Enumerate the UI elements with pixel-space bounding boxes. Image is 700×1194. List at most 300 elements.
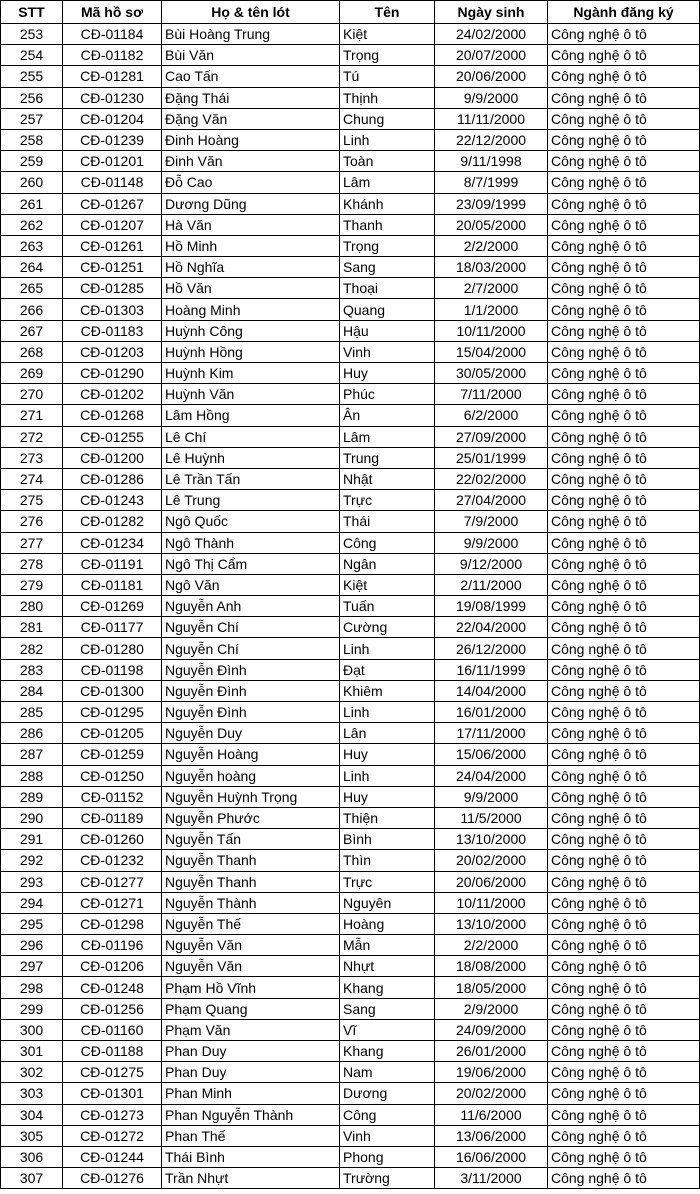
cell-ngay-sinh: 13/06/2000	[435, 1125, 548, 1146]
cell-ngay-sinh: 25/01/1999	[435, 447, 548, 468]
cell-ma-ho-so: CĐ-01160	[63, 1019, 162, 1040]
cell-ho-ten-lot: Huỳnh Hồng	[162, 341, 340, 362]
cell-stt: 263	[1, 235, 63, 256]
cell-ngay-sinh: 9/9/2000	[435, 786, 548, 807]
cell-stt: 285	[1, 702, 63, 723]
cell-ngay-sinh: 24/02/2000	[435, 24, 548, 45]
cell-ma-ho-so: CĐ-01200	[63, 447, 162, 468]
table-row	[1, 447, 700, 468]
cell-nganh-dang-ky: Công nghệ ô tô	[548, 913, 700, 934]
header-ten: Tên	[340, 1, 435, 24]
cell-ho-ten-lot: Nguyễn Thế	[162, 913, 340, 934]
cell-ten: Khiêm	[340, 680, 435, 701]
table-row	[1, 765, 700, 786]
cell-ngay-sinh: 15/06/2000	[435, 744, 548, 765]
cell-ten: Trọng	[340, 45, 435, 66]
cell-stt: 275	[1, 490, 63, 511]
cell-ten: Nhựt	[340, 956, 435, 977]
table-row	[1, 1104, 700, 1125]
cell-ho-ten-lot: Hoàng Minh	[162, 299, 340, 320]
cell-stt: 289	[1, 786, 63, 807]
cell-ngay-sinh: 9/9/2000	[435, 532, 548, 553]
cell-ten: Nam	[340, 1062, 435, 1083]
cell-ma-ho-so: CĐ-01204	[63, 108, 162, 129]
cell-ma-ho-so: CĐ-01198	[63, 659, 162, 680]
table-row	[1, 257, 700, 278]
cell-ma-ho-so: CĐ-01272	[63, 1125, 162, 1146]
cell-ma-ho-so: CĐ-01295	[63, 702, 162, 723]
cell-ho-ten-lot: Lê Trần Tấn	[162, 468, 340, 489]
cell-ngay-sinh: 18/08/2000	[435, 956, 548, 977]
cell-ho-ten-lot: Ngô Quốc	[162, 511, 340, 532]
cell-stt: 295	[1, 913, 63, 934]
cell-stt: 272	[1, 426, 63, 447]
table-row	[1, 998, 700, 1019]
cell-ten: Trọng	[340, 235, 435, 256]
cell-ten: Thanh	[340, 214, 435, 235]
table-row	[1, 1019, 700, 1040]
cell-ngay-sinh: 15/04/2000	[435, 341, 548, 362]
table-body	[1, 24, 700, 1189]
cell-ten: Cường	[340, 617, 435, 638]
cell-ma-ho-so: CĐ-01248	[63, 977, 162, 998]
cell-stt: 273	[1, 447, 63, 468]
cell-nganh-dang-ky: Công nghệ ô tô	[548, 829, 700, 850]
cell-ma-ho-so: CĐ-01255	[63, 426, 162, 447]
cell-ma-ho-so: CĐ-01182	[63, 45, 162, 66]
cell-ten: Trường	[340, 1168, 435, 1189]
cell-stt: 307	[1, 1168, 63, 1189]
cell-ho-ten-lot: Hồ Văn	[162, 278, 340, 299]
cell-ma-ho-so: CĐ-01286	[63, 468, 162, 489]
table-row	[1, 1083, 700, 1104]
cell-ho-ten-lot: Trần Nhựt	[162, 1168, 340, 1189]
cell-ho-ten-lot: Hồ Nghĩa	[162, 257, 340, 278]
cell-nganh-dang-ky: Công nghệ ô tô	[548, 765, 700, 786]
table-row	[1, 87, 700, 108]
cell-ngay-sinh: 20/05/2000	[435, 214, 548, 235]
cell-ma-ho-so: CĐ-01259	[63, 744, 162, 765]
cell-ten: Trung	[340, 447, 435, 468]
cell-stt: 253	[1, 24, 63, 45]
cell-ho-ten-lot: Bùi Văn	[162, 45, 340, 66]
cell-nganh-dang-ky: Công nghệ ô tô	[548, 320, 700, 341]
cell-ngay-sinh: 2/2/2000	[435, 235, 548, 256]
table-row	[1, 892, 700, 913]
cell-ten: Phong	[340, 1146, 435, 1167]
cell-ten: Thái	[340, 511, 435, 532]
cell-stt: 303	[1, 1083, 63, 1104]
table-row	[1, 235, 700, 256]
table-row	[1, 214, 700, 235]
table-row	[1, 24, 700, 45]
cell-nganh-dang-ky: Công nghệ ô tô	[548, 574, 700, 595]
cell-nganh-dang-ky: Công nghệ ô tô	[548, 596, 700, 617]
cell-ngay-sinh: 2/7/2000	[435, 278, 548, 299]
cell-stt: 286	[1, 723, 63, 744]
cell-ngay-sinh: 20/02/2000	[435, 850, 548, 871]
cell-ngay-sinh: 19/08/1999	[435, 596, 548, 617]
cell-ma-ho-so: CĐ-01303	[63, 299, 162, 320]
table-row	[1, 1125, 700, 1146]
cell-ho-ten-lot: Đỗ Cao	[162, 172, 340, 193]
cell-ma-ho-so: CĐ-01269	[63, 596, 162, 617]
cell-nganh-dang-ky: Công nghệ ô tô	[548, 702, 700, 723]
table-row	[1, 1062, 700, 1083]
cell-ho-ten-lot: Ngô Văn	[162, 574, 340, 595]
cell-ho-ten-lot: Phan Nguyễn Thành	[162, 1104, 340, 1125]
table-row	[1, 871, 700, 892]
cell-nganh-dang-ky: Công nghệ ô tô	[548, 1041, 700, 1062]
table-row	[1, 935, 700, 956]
cell-ma-ho-so: CĐ-01196	[63, 935, 162, 956]
cell-ngay-sinh: 19/06/2000	[435, 1062, 548, 1083]
cell-ten: Công	[340, 1104, 435, 1125]
cell-ho-ten-lot: Nguyễn Đình	[162, 702, 340, 723]
cell-ma-ho-so: CĐ-01298	[63, 913, 162, 934]
cell-nganh-dang-ky: Công nghệ ô tô	[548, 447, 700, 468]
cell-ma-ho-so: CĐ-01181	[63, 574, 162, 595]
cell-ho-ten-lot: Nguyễn Đình	[162, 659, 340, 680]
cell-ngay-sinh: 13/10/2000	[435, 829, 548, 850]
cell-ma-ho-so: CĐ-01267	[63, 193, 162, 214]
cell-ma-ho-so: CĐ-01244	[63, 1146, 162, 1167]
cell-ho-ten-lot: Đinh Văn	[162, 151, 340, 172]
cell-ma-ho-so: CĐ-01282	[63, 511, 162, 532]
cell-ma-ho-so: CĐ-01277	[63, 871, 162, 892]
cell-ten: Trực	[340, 871, 435, 892]
table-row	[1, 405, 700, 426]
cell-ma-ho-so: CĐ-01191	[63, 553, 162, 574]
cell-nganh-dang-ky: Công nghệ ô tô	[548, 363, 700, 384]
cell-stt: 278	[1, 553, 63, 574]
cell-nganh-dang-ky: Công nghệ ô tô	[548, 24, 700, 45]
cell-stt: 283	[1, 659, 63, 680]
cell-stt: 257	[1, 108, 63, 129]
cell-ngay-sinh: 23/09/1999	[435, 193, 548, 214]
cell-stt: 266	[1, 299, 63, 320]
table-row	[1, 193, 700, 214]
cell-ma-ho-so: CĐ-01256	[63, 998, 162, 1019]
cell-ngay-sinh: 22/12/2000	[435, 129, 548, 150]
table-row	[1, 1041, 700, 1062]
cell-ma-ho-so: CĐ-01275	[63, 1062, 162, 1083]
cell-nganh-dang-ky: Công nghệ ô tô	[548, 892, 700, 913]
cell-stt: 292	[1, 850, 63, 871]
cell-ngay-sinh: 6/2/2000	[435, 405, 548, 426]
cell-ten: Phúc	[340, 384, 435, 405]
cell-ten: Nguyên	[340, 892, 435, 913]
cell-ten: Thoại	[340, 278, 435, 299]
cell-ma-ho-so: CĐ-01152	[63, 786, 162, 807]
cell-nganh-dang-ky: Công nghệ ô tô	[548, 341, 700, 362]
cell-ho-ten-lot: Ngô Thành	[162, 532, 340, 553]
cell-ten: Linh	[340, 638, 435, 659]
table-row	[1, 913, 700, 934]
cell-ho-ten-lot: Ngô Thị Cẩm	[162, 553, 340, 574]
header-ma-ho-so: Mã hồ sơ	[63, 1, 162, 24]
cell-ngay-sinh: 26/01/2000	[435, 1041, 548, 1062]
cell-stt: 298	[1, 977, 63, 998]
cell-ma-ho-so: CĐ-01251	[63, 257, 162, 278]
cell-ma-ho-so: CĐ-01239	[63, 129, 162, 150]
cell-ho-ten-lot: Nguyễn Duy	[162, 723, 340, 744]
cell-nganh-dang-ky: Công nghệ ô tô	[548, 108, 700, 129]
cell-ho-ten-lot: Huỳnh Công	[162, 320, 340, 341]
cell-ho-ten-lot: Phạm Hồ Vĩnh	[162, 977, 340, 998]
cell-ma-ho-so: CĐ-01184	[63, 24, 162, 45]
cell-ten: Mẫn	[340, 935, 435, 956]
cell-ngay-sinh: 20/06/2000	[435, 871, 548, 892]
cell-ngay-sinh: 24/09/2000	[435, 1019, 548, 1040]
cell-ma-ho-so: CĐ-01203	[63, 341, 162, 362]
cell-ten: Công	[340, 532, 435, 553]
cell-ngay-sinh: 7/11/2000	[435, 384, 548, 405]
table-row	[1, 829, 700, 850]
cell-ma-ho-so: CĐ-01148	[63, 172, 162, 193]
cell-ma-ho-so: CĐ-01230	[63, 87, 162, 108]
cell-nganh-dang-ky: Công nghệ ô tô	[548, 257, 700, 278]
cell-ten: Sang	[340, 257, 435, 278]
cell-nganh-dang-ky: Công nghệ ô tô	[548, 299, 700, 320]
cell-stt: 304	[1, 1104, 63, 1125]
cell-nganh-dang-ky: Công nghệ ô tô	[548, 553, 700, 574]
cell-ho-ten-lot: Phan Duy	[162, 1041, 340, 1062]
cell-ten: Linh	[340, 129, 435, 150]
cell-ho-ten-lot: Phan Duy	[162, 1062, 340, 1083]
table-row	[1, 574, 700, 595]
cell-stt: 256	[1, 87, 63, 108]
cell-ho-ten-lot: Bùi Hoàng Trung	[162, 24, 340, 45]
cell-ten: Huy	[340, 786, 435, 807]
cell-nganh-dang-ky: Công nghệ ô tô	[548, 468, 700, 489]
cell-ma-ho-so: CĐ-01280	[63, 638, 162, 659]
table-row	[1, 532, 700, 553]
cell-stt: 268	[1, 341, 63, 362]
cell-ngay-sinh: 20/02/2000	[435, 1083, 548, 1104]
cell-ngay-sinh: 11/11/2000	[435, 108, 548, 129]
cell-ma-ho-so: CĐ-01281	[63, 66, 162, 87]
cell-stt: 279	[1, 574, 63, 595]
cell-stt: 291	[1, 829, 63, 850]
cell-ma-ho-so: CĐ-01183	[63, 320, 162, 341]
cell-ma-ho-so: CĐ-01201	[63, 151, 162, 172]
cell-ho-ten-lot: Nguyễn Huỳnh Trọng	[162, 786, 340, 807]
cell-ma-ho-so: CĐ-01261	[63, 235, 162, 256]
cell-nganh-dang-ky: Công nghệ ô tô	[548, 850, 700, 871]
cell-ten: Khang	[340, 1041, 435, 1062]
cell-nganh-dang-ky: Công nghệ ô tô	[548, 278, 700, 299]
cell-stt: 261	[1, 193, 63, 214]
cell-ho-ten-lot: Phạm Quang	[162, 998, 340, 1019]
cell-ten: Ngân	[340, 553, 435, 574]
cell-ho-ten-lot: Nguyễn Văn	[162, 935, 340, 956]
cell-ten: Huy	[340, 363, 435, 384]
cell-ngay-sinh: 30/05/2000	[435, 363, 548, 384]
cell-ten: Khang	[340, 977, 435, 998]
cell-ten: Vĩ	[340, 1019, 435, 1040]
table-row	[1, 638, 700, 659]
cell-stt: 277	[1, 532, 63, 553]
cell-ma-ho-so: CĐ-01250	[63, 765, 162, 786]
cell-ho-ten-lot: Nguyễn Tấn	[162, 829, 340, 850]
cell-nganh-dang-ky: Công nghệ ô tô	[548, 680, 700, 701]
cell-nganh-dang-ky: Công nghệ ô tô	[548, 1168, 700, 1189]
cell-ngay-sinh: 20/07/2000	[435, 45, 548, 66]
cell-ma-ho-so: CĐ-01300	[63, 680, 162, 701]
cell-ngay-sinh: 20/06/2000	[435, 66, 548, 87]
table-row	[1, 384, 700, 405]
cell-nganh-dang-ky: Công nghệ ô tô	[548, 723, 700, 744]
table-row	[1, 744, 700, 765]
table-row	[1, 511, 700, 532]
cell-stt: 269	[1, 363, 63, 384]
cell-ten: Thịnh	[340, 87, 435, 108]
cell-ho-ten-lot: Phạm Văn	[162, 1019, 340, 1040]
cell-nganh-dang-ky: Công nghệ ô tô	[548, 935, 700, 956]
cell-ten: Linh	[340, 702, 435, 723]
cell-nganh-dang-ky: Công nghệ ô tô	[548, 426, 700, 447]
cell-stt: 299	[1, 998, 63, 1019]
cell-ma-ho-so: CĐ-01260	[63, 829, 162, 850]
cell-nganh-dang-ky: Công nghệ ô tô	[548, 151, 700, 172]
cell-ma-ho-so: CĐ-01177	[63, 617, 162, 638]
cell-ten: Thìn	[340, 850, 435, 871]
cell-ho-ten-lot: Nguyễn Thanh	[162, 850, 340, 871]
cell-ngay-sinh: 17/11/2000	[435, 723, 548, 744]
cell-stt: 287	[1, 744, 63, 765]
cell-ten: Hậu	[340, 320, 435, 341]
cell-ten: Thiện	[340, 807, 435, 828]
table-row	[1, 659, 700, 680]
cell-nganh-dang-ky: Công nghệ ô tô	[548, 1104, 700, 1125]
cell-nganh-dang-ky: Công nghệ ô tô	[548, 871, 700, 892]
cell-stt: 282	[1, 638, 63, 659]
table-row	[1, 341, 700, 362]
cell-ngay-sinh: 9/12/2000	[435, 553, 548, 574]
cell-nganh-dang-ky: Công nghệ ô tô	[548, 214, 700, 235]
cell-ngay-sinh: 16/01/2000	[435, 702, 548, 723]
header-ngay-sinh: Ngày sinh	[435, 1, 548, 24]
cell-ten: Vinh	[340, 1125, 435, 1146]
cell-nganh-dang-ky: Công nghệ ô tô	[548, 786, 700, 807]
cell-ngay-sinh: 9/11/1998	[435, 151, 548, 172]
cell-nganh-dang-ky: Công nghệ ô tô	[548, 659, 700, 680]
table-row	[1, 108, 700, 129]
table-row	[1, 956, 700, 977]
cell-ma-ho-so: CĐ-01206	[63, 956, 162, 977]
cell-ngay-sinh: 10/11/2000	[435, 320, 548, 341]
table-row	[1, 320, 700, 341]
cell-ten: Trực	[340, 490, 435, 511]
cell-nganh-dang-ky: Công nghệ ô tô	[548, 172, 700, 193]
cell-ho-ten-lot: Lê Huỳnh	[162, 447, 340, 468]
cell-ten: Kiệt	[340, 574, 435, 595]
cell-stt: 262	[1, 214, 63, 235]
cell-stt: 254	[1, 45, 63, 66]
cell-ten: Kiệt	[340, 24, 435, 45]
cell-ten: Toàn	[340, 151, 435, 172]
cell-ten: Chung	[340, 108, 435, 129]
cell-stt: 293	[1, 871, 63, 892]
cell-ngay-sinh: 13/10/2000	[435, 913, 548, 934]
cell-ten: Khánh	[340, 193, 435, 214]
table-row	[1, 723, 700, 744]
cell-ten: Hoàng	[340, 913, 435, 934]
cell-ho-ten-lot: Đinh Hoàng	[162, 129, 340, 150]
cell-stt: 259	[1, 151, 63, 172]
table-row	[1, 490, 700, 511]
cell-ngay-sinh: 2/2/2000	[435, 935, 548, 956]
table-row	[1, 299, 700, 320]
table-row	[1, 468, 700, 489]
cell-ma-ho-so: CĐ-01207	[63, 214, 162, 235]
table-row	[1, 129, 700, 150]
cell-stt: 300	[1, 1019, 63, 1040]
cell-ngay-sinh: 16/06/2000	[435, 1146, 548, 1167]
table-row	[1, 1168, 700, 1189]
table-row	[1, 278, 700, 299]
cell-nganh-dang-ky: Công nghệ ô tô	[548, 384, 700, 405]
cell-ngay-sinh: 11/6/2000	[435, 1104, 548, 1125]
cell-ho-ten-lot: Nguyễn Thành	[162, 892, 340, 913]
cell-stt: 260	[1, 172, 63, 193]
cell-ma-ho-so: CĐ-01285	[63, 278, 162, 299]
cell-nganh-dang-ky: Công nghệ ô tô	[548, 45, 700, 66]
table-row	[1, 172, 700, 193]
cell-ma-ho-so: CĐ-01232	[63, 850, 162, 871]
cell-stt: 255	[1, 66, 63, 87]
cell-ho-ten-lot: Lâm Hồng	[162, 405, 340, 426]
cell-ho-ten-lot: Nguyễn Hoàng	[162, 744, 340, 765]
cell-ngay-sinh: 24/04/2000	[435, 765, 548, 786]
cell-ten: Bình	[340, 829, 435, 850]
cell-ma-ho-so: CĐ-01276	[63, 1168, 162, 1189]
cell-ten: Tuấn	[340, 596, 435, 617]
cell-ngay-sinh: 10/11/2000	[435, 892, 548, 913]
cell-stt: 276	[1, 511, 63, 532]
cell-ma-ho-so: CĐ-01243	[63, 490, 162, 511]
cell-ma-ho-so: CĐ-01268	[63, 405, 162, 426]
cell-ho-ten-lot: Nguyễn Chí	[162, 638, 340, 659]
cell-ho-ten-lot: Đặng Văn	[162, 108, 340, 129]
cell-ho-ten-lot: Đặng Thái	[162, 87, 340, 108]
cell-ma-ho-so: CĐ-01234	[63, 532, 162, 553]
cell-ngay-sinh: 22/04/2000	[435, 617, 548, 638]
cell-ngay-sinh: 18/05/2000	[435, 977, 548, 998]
cell-nganh-dang-ky: Công nghệ ô tô	[548, 744, 700, 765]
cell-ten: Đạt	[340, 659, 435, 680]
cell-nganh-dang-ky: Công nghệ ô tô	[548, 193, 700, 214]
cell-stt: 301	[1, 1041, 63, 1062]
cell-ho-ten-lot: Phan Minh	[162, 1083, 340, 1104]
cell-nganh-dang-ky: Công nghệ ô tô	[548, 638, 700, 659]
cell-nganh-dang-ky: Công nghệ ô tô	[548, 511, 700, 532]
cell-stt: 288	[1, 765, 63, 786]
table-row	[1, 617, 700, 638]
table-row	[1, 850, 700, 871]
cell-ho-ten-lot: Lê Trung	[162, 490, 340, 511]
cell-nganh-dang-ky: Công nghệ ô tô	[548, 405, 700, 426]
cell-ten: Nhật	[340, 468, 435, 489]
header-ho-ten-lot: Họ & tên lót	[162, 1, 340, 24]
cell-ho-ten-lot: Nguyễn hoàng	[162, 765, 340, 786]
header-nganh-dang-ky: Ngành đăng ký	[548, 1, 700, 24]
cell-ho-ten-lot: Huỳnh Kim	[162, 363, 340, 384]
cell-ho-ten-lot: Thái Bình	[162, 1146, 340, 1167]
cell-ngay-sinh: 3/11/2000	[435, 1168, 548, 1189]
cell-nganh-dang-ky: Công nghệ ô tô	[548, 998, 700, 1019]
